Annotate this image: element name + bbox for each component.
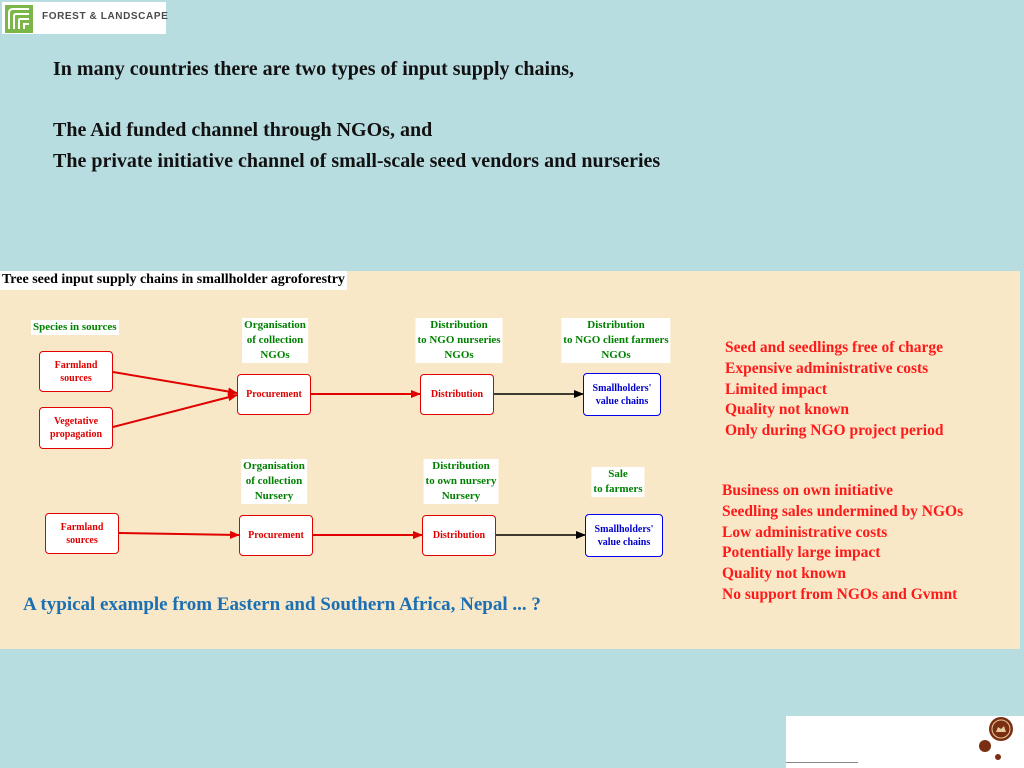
- node-smallholders-value-chains-private: Smallholders' value chains: [585, 514, 663, 557]
- node-distribution: Distribution: [420, 374, 494, 415]
- note-item: Quality not known: [722, 565, 847, 583]
- private-chain-notes: [722, 481, 963, 606]
- node-procurement: Procurement: [237, 374, 311, 415]
- arrow-farmland-to-procurement: [113, 372, 237, 393]
- logo-text: FOREST & LANDSCAPE: [42, 11, 169, 22]
- arrow-farmland-to-procurement-private: [119, 533, 239, 535]
- note-item: Business on own initiative: [722, 482, 893, 499]
- node-vegetative-propagation: Vegetative propagation: [39, 407, 113, 449]
- node-procurement-private: Procurement: [239, 515, 313, 556]
- node-farmland-sources: Farmland sources: [39, 351, 113, 392]
- note-item: Expensive administrative costs: [725, 359, 929, 377]
- headline-3: The private initiative channel of small-scale seed vendors and nurseries: [53, 150, 661, 172]
- supply-chain-diagram: [0, 271, 1020, 649]
- university-seal-icon: [989, 717, 1013, 741]
- header-ngo-sale: Distribution to NGO client farmers NGOs: [563, 319, 669, 361]
- logo-rule: [786, 762, 858, 763]
- node-distribution-private: Distribution: [422, 515, 496, 556]
- ngo-chain-notes: [725, 338, 943, 442]
- header-species-in-sources: Species in sources: [33, 321, 117, 333]
- header-ngo-collection: Organisation of collection NGOs: [244, 319, 306, 361]
- logo-dot-large: [979, 740, 991, 752]
- note-item: Seed and seedlings free of charge: [725, 339, 943, 356]
- arrow-vegetative-to-procurement: [113, 395, 237, 427]
- headline-1: In many countries there are two types of input supply chains,: [53, 58, 574, 80]
- header-ngo-distribution: Distribution to NGO nurseries NGOs: [417, 319, 501, 361]
- diagram-title: Tree seed input supply chains in smallholder agroforestry: [0, 271, 347, 290]
- note-item: Quality not known: [725, 401, 850, 419]
- leaf-grid-icon: [5, 5, 33, 33]
- note-item: Seedling sales undermined by NGOs: [722, 502, 964, 520]
- forest-landscape-logo: [2, 2, 169, 34]
- note-item: Only during NGO project period: [725, 422, 944, 440]
- university-logo: [786, 716, 1024, 768]
- node-smallholders-value-chains: Smallholders' value chains: [583, 373, 661, 416]
- logo-dot-small: [995, 754, 1001, 760]
- note-item: Limited impact: [725, 380, 828, 398]
- header-nursery-collection: Organisation of collection Nursery: [243, 460, 305, 502]
- header-nursery-distribution: Distribution to own nursery Nursery: [425, 460, 497, 502]
- headline-2: The Aid funded channel through NGOs, and: [53, 119, 433, 141]
- note-item: Potentially large impact: [722, 544, 881, 562]
- header-sale-to-farmers: Sale to farmers: [593, 468, 643, 495]
- example-caption: A typical example from Eastern and Southern Africa, Nepal ... ?: [23, 594, 541, 615]
- node-farmland-sources-private: Farmland sources: [45, 513, 119, 554]
- note-item: No support from NGOs and Gvmnt: [722, 585, 958, 603]
- note-item: Low administrative costs: [722, 523, 888, 541]
